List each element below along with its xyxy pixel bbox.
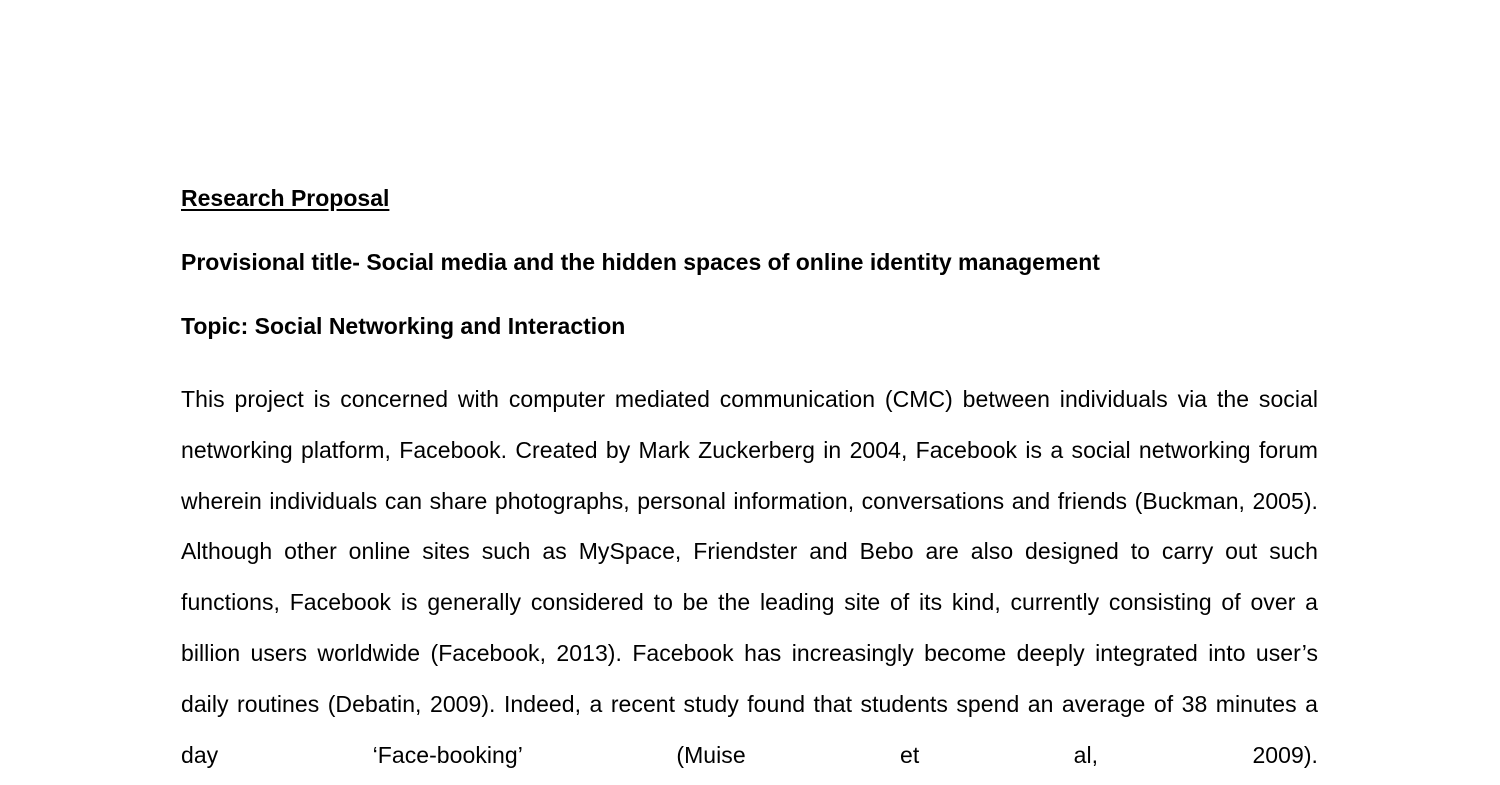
body-paragraph: This project is concerned with computer mediated communication (CMC) between individuals via the social networking platform, Facebook. Created by Mark Zuckerberg in 2004, Facebook is a social networking forum wherein individuals can share photographs, personal information, conversations and friends (Buckman, 2005). Although other online sites such as MySpace, Friendster and Bebo are also designed to carry out such functions, Facebook is generally considered to be the leading site of its kind, currently consisting of over a billion users worldwide (Facebook, 2013). Facebook has increasingly become deeply integrated into user’s daily routines (Debatin, 2009). Indeed, a recent study found that students spend an average of 38 minutes a day ‘Face-booking’ (Muise et al, 2009).: [181, 386, 1318, 768]
provisional-title: Provisional title- Social media and the hidden spaces of online identity management: [181, 249, 1100, 275]
document-title: Research Proposal: [181, 185, 390, 211]
topic-heading: Topic: Social Networking and Interaction: [181, 313, 626, 339]
document-body: [181, 182, 1318, 780]
